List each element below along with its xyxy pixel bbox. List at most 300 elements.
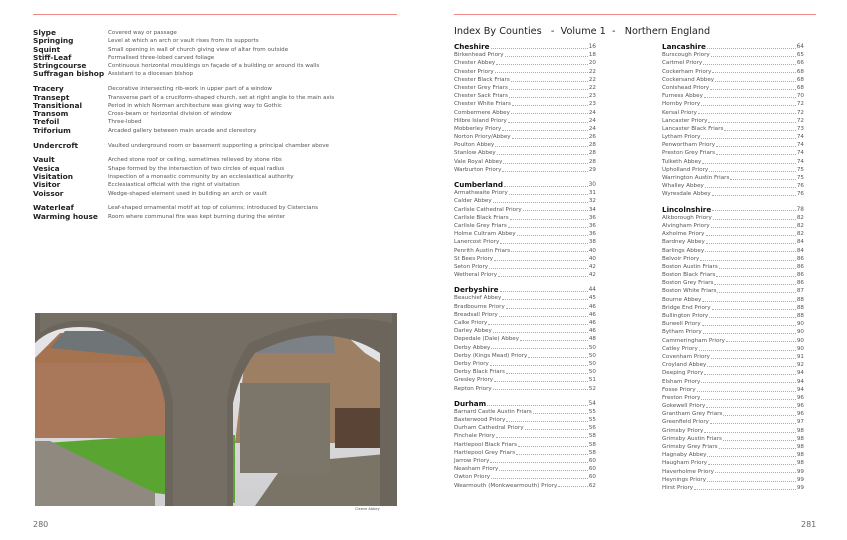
index-entry-name: Lytham Priory (662, 134, 701, 141)
index-entry (454, 238, 596, 246)
index-entry (662, 279, 804, 287)
county-section (454, 400, 596, 490)
index-entry-name: Tulketh Abbey (662, 158, 702, 165)
dot-leader (499, 311, 588, 317)
index-entry-name: Carlisle Black Friars (454, 214, 509, 221)
index-entry-name: Conishead Priory (662, 84, 710, 91)
index-entry-page: 60 (588, 474, 596, 481)
dot-leader (500, 238, 588, 244)
glossary-definition: Three-lobed (108, 119, 142, 126)
index-entry-page: 98 (796, 427, 804, 434)
index-entry (662, 76, 804, 84)
index-entry-name: Heynings Priory (662, 476, 707, 483)
glossary-group (33, 29, 408, 79)
index-entry (662, 386, 804, 394)
dot-leader (508, 117, 588, 123)
index-entry-page: 90 (796, 345, 804, 352)
index-entry-page: 74 (796, 134, 804, 141)
dot-leader (508, 222, 588, 228)
dot-leader (704, 92, 796, 98)
dot-leader (495, 141, 588, 147)
dot-leader (512, 133, 588, 139)
index-entry-name: Penwortham Priory (662, 142, 716, 149)
index-entry-page: 40 (588, 247, 596, 254)
index-entry-name: Jarrow Priory (454, 458, 490, 464)
glossary-term: Transom (33, 109, 69, 119)
index-column-right (662, 43, 804, 499)
index-entry-page: 74 (796, 142, 804, 149)
index-entry-page: 72 (796, 101, 804, 108)
index-entry-name: Birkenhead Priory (454, 52, 504, 59)
glossary-term: Squint (33, 44, 61, 54)
index-entry-name: Armathwaite Priory (454, 190, 508, 197)
index-entry-page: 60 (588, 466, 596, 473)
cloister-photo (35, 313, 397, 506)
glossary-term: Warming house (33, 211, 98, 221)
index-entry-name: Greenfield Priory (662, 419, 709, 426)
index-entry-name: Gresley Priory (454, 377, 494, 384)
index-entry-page: 65 (796, 52, 804, 59)
glossary-term: Waterleaf (33, 203, 74, 213)
index-entry-name: Hartlepool Black Friars (454, 441, 518, 448)
index-entry-page: 86 (796, 272, 804, 279)
glossary-term: Visitor (33, 180, 61, 190)
index-entry-name: Lancaster Black Friars (662, 125, 724, 132)
dot-leader (511, 247, 588, 253)
index-entry-page: 24 (588, 109, 596, 116)
index-entry (662, 149, 804, 157)
dot-leader (495, 68, 588, 74)
index-entry-page: 46 (588, 320, 596, 326)
index-entry (662, 451, 804, 459)
dot-leader (711, 222, 796, 228)
index-entry-name: Calder Abbey (454, 198, 492, 205)
index-entry-name: Combermere Abbey (454, 109, 510, 116)
dot-leader (701, 394, 795, 400)
dot-leader (703, 328, 796, 334)
glossary-definition: Assistant to a diocesan bishop (108, 71, 194, 78)
dot-leader (499, 465, 588, 471)
index-entry-page: 91 (796, 353, 804, 360)
glossary (33, 29, 408, 227)
glossary-definition: Ecclesiastical official with the right of visitation (108, 182, 240, 189)
index-entry-name: Cartmel Priory (662, 60, 703, 67)
index-entry (662, 263, 804, 271)
index-entry (454, 149, 596, 157)
index-entry (454, 117, 596, 125)
glossary-term: Stiff-Leaf (33, 52, 72, 62)
index-entry-name: Deeping Priory (662, 370, 704, 377)
index-entry-name: Bytham Priory (662, 329, 702, 336)
index-entry-page: 58 (588, 441, 596, 448)
dot-leader (704, 369, 796, 375)
index-entry (662, 296, 804, 304)
index-entry-name: Catley Priory (662, 345, 698, 352)
glossary-term: Transept (33, 92, 70, 102)
index-entry (454, 449, 596, 457)
county-heading-page: 54 (588, 400, 596, 407)
index-entry-name: Carlisle Grey Friars (454, 222, 507, 229)
index-entry-name: Haugham Priory (662, 460, 708, 467)
glossary-definition: Cross-beam or horizontal division of window (108, 111, 232, 118)
dot-leader (713, 214, 796, 220)
county-heading (662, 43, 804, 51)
dot-leader (719, 263, 796, 269)
county-section (454, 181, 596, 279)
index-entry-page: 90 (796, 321, 804, 328)
index-entry-name: Belvoir Priory (662, 255, 700, 262)
index-entry-name: Chester Abbey (454, 60, 496, 67)
index-entry-name: Boston Black Friars (662, 272, 716, 279)
index-entry-page: 96 (796, 411, 804, 418)
dot-leader (707, 451, 795, 457)
index-entry (454, 465, 596, 473)
index-entry-page: 66 (796, 60, 804, 67)
index-entry-page: 42 (588, 272, 596, 279)
index-title: Index By Counties - Volume 1 - Northern England (454, 26, 711, 37)
index-entry (662, 320, 804, 328)
dot-leader (716, 271, 796, 277)
index-entry (662, 190, 804, 198)
index-entry-page: 36 (588, 214, 596, 221)
glossary-definition: Formalised three-lobed carved foliage (108, 54, 215, 61)
dot-leader (504, 181, 588, 187)
glossary-term: Vault (33, 155, 55, 165)
index-entry-page: 46 (588, 303, 596, 310)
index-entry-name: Lanercost Priory (454, 239, 500, 246)
index-entry (662, 214, 804, 222)
index-entry-page: 55 (588, 408, 596, 415)
index-entry-page: 46 (588, 311, 596, 318)
index-entry-page: 62 (588, 482, 596, 489)
index-entry-name: Wearmouth (Monkwearmouth) Priory (454, 482, 558, 489)
glossary-entry (33, 29, 408, 37)
index-entry-name: Gokewell Priory (662, 403, 706, 410)
index-entry-page: 26 (588, 134, 596, 141)
index-entry-page: 28 (588, 142, 596, 149)
index-entry (454, 125, 596, 133)
index-entry-page: 99 (796, 468, 804, 475)
index-entry (662, 68, 804, 76)
index-entry (662, 109, 804, 117)
index-entry (662, 92, 804, 100)
index-entry-page: 28 (588, 150, 596, 157)
glossary-term: Visitation (33, 171, 73, 181)
index-entry-name: Derby Priory (454, 360, 489, 367)
dot-leader (706, 238, 796, 244)
dot-leader (511, 76, 588, 82)
index-entry (662, 459, 804, 467)
index-entry (662, 174, 804, 182)
glossary-definition: Transverse part of a cruciform-shaped church, set at right angle to the main axis (108, 94, 335, 101)
dot-leader (493, 197, 588, 203)
glossary-entry (33, 70, 408, 78)
index-entry-page: 55 (588, 417, 596, 424)
county-heading (662, 206, 804, 214)
index-entry (662, 166, 804, 174)
dot-leader (517, 230, 588, 236)
glossary-entry (33, 156, 408, 164)
index-entry (662, 484, 804, 492)
index-entry (662, 418, 804, 426)
glossary-entry (33, 110, 408, 118)
index-entry-name: Carlisle Cathedral Priory (454, 206, 522, 213)
dot-leader (509, 189, 588, 195)
index-entry-page: 86 (796, 255, 804, 262)
index-entry (662, 312, 804, 320)
index-entry (662, 476, 804, 484)
dot-leader (490, 360, 588, 366)
index-entry (454, 222, 596, 230)
county-section (454, 43, 596, 174)
dot-leader (518, 441, 588, 447)
index-entry-name: Vale Royal Abbey (454, 158, 503, 165)
index-entry (662, 125, 804, 133)
index-entry-page: 28 (588, 158, 596, 165)
index-entry (662, 443, 804, 451)
index-entry-page: 58 (588, 449, 596, 456)
index-entry (454, 247, 596, 255)
index-entry-name: Beauchief Abbey (454, 295, 502, 302)
index-entry-name: Durham Cathedral Priory (454, 425, 524, 432)
glossary-entry (33, 46, 408, 54)
glossary-definition: Small opening in wall of church giving view of altar from outside (108, 46, 289, 53)
glossary-group (33, 204, 408, 221)
index-entry-name: Warburton Priory (454, 166, 502, 173)
index-entry-name: Grantham Grey Friars (662, 411, 723, 418)
glossary-entry (33, 127, 408, 135)
index-entry-page: 72 (796, 117, 804, 124)
index-entry-name: Lancaster Priory (662, 117, 708, 124)
index-entry-page: 98 (796, 435, 804, 442)
county-heading-page: 30 (588, 182, 596, 188)
index-entry (662, 369, 804, 377)
dot-leader (730, 174, 796, 180)
index-entry-name: Elsham Priory (662, 378, 701, 385)
dot-leader (700, 255, 796, 261)
index-entry (454, 376, 596, 384)
glossary-entry (33, 102, 408, 110)
index-entry (454, 166, 596, 174)
index-entry (662, 182, 804, 190)
dot-leader (711, 51, 796, 57)
index-entry (454, 271, 596, 279)
glossary-term: Vesica (33, 163, 60, 173)
dot-leader (496, 432, 588, 438)
index-entry-name: Wyresdale Abbey (662, 191, 711, 198)
glossary-term: Springing (33, 36, 74, 46)
dot-leader (520, 335, 588, 341)
index-entry-name: Upholland Priory (662, 166, 709, 173)
dot-leader (706, 230, 796, 236)
index-entry (454, 109, 596, 117)
index-entry-page: 74 (796, 150, 804, 157)
index-entry-page: 24 (588, 125, 596, 132)
index-entry (454, 327, 596, 335)
index-entry-name: Fosse Priory (662, 386, 696, 393)
index-entry-page: 50 (588, 360, 596, 367)
index-entry-name: Neasham Priory (454, 466, 499, 473)
index-entry (454, 84, 596, 92)
index-entry-name: Hagnaby Abbey (662, 452, 707, 459)
dot-leader (505, 51, 588, 57)
index-entry-name: Baxterwood Priory (454, 417, 506, 424)
index-entry (454, 255, 596, 263)
glossary-entry (33, 190, 408, 198)
index-entry (662, 117, 804, 125)
dot-leader (500, 286, 588, 292)
dot-leader (716, 141, 796, 147)
index-entry-name: Derby (Kings Mead) Priory (454, 352, 528, 359)
index-entry-page: 88 (796, 296, 804, 303)
photo-caption: Cleeve Abbey (355, 507, 380, 511)
index-entry (454, 457, 596, 465)
index-entry-page: 92 (796, 362, 804, 369)
dot-leader (491, 473, 588, 479)
glossary-definition: Wedge-shaped element used in building an arch or vault (108, 190, 267, 197)
index-entry (454, 416, 596, 424)
index-entry-name: Bullington Priory (662, 313, 709, 319)
index-entry (662, 394, 804, 402)
index-entry (662, 51, 804, 59)
index-entry-page: 90 (796, 337, 804, 344)
dot-leader (489, 263, 588, 269)
glossary-definition: Covered way or passage (108, 30, 177, 36)
dot-leader (709, 166, 796, 172)
index-entry-page: 73 (796, 125, 804, 132)
glossary-entry (33, 142, 408, 150)
dot-leader (723, 435, 796, 441)
index-entry-page: 96 (796, 394, 804, 401)
dot-leader (503, 158, 587, 164)
glossary-definition: Period in which Norman architecture was giving way to Gothic (108, 102, 282, 109)
index-entry-name: Furness Abbey (662, 93, 703, 100)
index-entry-page: 42 (588, 263, 596, 270)
index-entry (662, 59, 804, 67)
index-entry-name: Bourne Abbey (662, 296, 702, 303)
dot-leader (705, 182, 796, 188)
index-entry-name: Repton Priory (454, 385, 492, 392)
county-section (454, 286, 596, 392)
county-heading-page: 44 (588, 287, 596, 294)
dot-leader (493, 385, 588, 391)
index-entry (454, 206, 596, 214)
dot-leader (698, 109, 796, 115)
dot-leader (715, 76, 796, 82)
index-entry-page: 82 (796, 214, 804, 221)
dot-leader (712, 190, 796, 196)
index-entry (662, 141, 804, 149)
dot-leader (708, 459, 796, 465)
index-entry-name: Alvingham Priory (662, 222, 710, 229)
dot-leader (707, 43, 796, 49)
index-entry-name: Bardney Abbey (662, 239, 705, 246)
index-entry-name: Bradbourne Priory (454, 303, 505, 310)
index-entry-name: Boston Austin Friars (662, 263, 718, 270)
index-entry-page: 29 (588, 166, 596, 173)
glossary-entry (33, 85, 408, 93)
index-entry-name: Bridge End Priory (662, 304, 711, 311)
index-entry-name: Kersal Priory (662, 109, 697, 116)
dot-leader (491, 344, 588, 350)
index-entry-name: Boston Grey Friars (662, 280, 714, 287)
dot-leader (726, 337, 796, 343)
dot-leader (706, 402, 796, 408)
index-entry (454, 51, 596, 59)
county-heading-page: 78 (796, 206, 804, 213)
dot-leader (511, 109, 588, 115)
index-entry-name: Croyland Abbey (662, 362, 707, 369)
index-entry-page: 72 (796, 109, 804, 116)
index-entry-page: 50 (588, 369, 596, 376)
glossary-term: Triforium (33, 125, 71, 135)
county-heading-page: 64 (796, 44, 804, 50)
index-entry-page: 36 (588, 222, 596, 229)
dot-leader (502, 125, 588, 131)
index-entry-name: Hartlepool Grey Friars (454, 449, 516, 456)
dot-leader (714, 279, 795, 285)
index-entry-name: St Bees Priory (454, 255, 494, 262)
index-entry (662, 255, 804, 263)
glossary-definition: Arcaded gallery between main arcade and clerestory (108, 127, 257, 134)
dot-leader (701, 378, 796, 384)
dot-leader (510, 214, 588, 220)
dot-leader (707, 361, 796, 367)
county-heading-name: Cumberland (454, 180, 504, 189)
glossary-term: Transitional (33, 100, 82, 110)
index-entry-page: 22 (588, 76, 596, 83)
index-entry (662, 435, 804, 443)
glossary-definition: Continuous horizontal mouldings on façade of a building or around its walls (108, 63, 320, 70)
index-entry-name: Derby Abbey (454, 344, 491, 351)
index-entry (454, 158, 596, 166)
glossary-term: Trefoil (33, 117, 60, 127)
county-heading-name: Lancashire (662, 42, 706, 51)
index-entry-page: 32 (588, 198, 596, 205)
dot-leader (558, 482, 588, 488)
index-entry (662, 238, 804, 246)
index-entry-name: Chester Black Friars (454, 76, 510, 83)
index-entry-name: Holme Cultram Abbey (454, 231, 516, 238)
index-entry (662, 378, 804, 386)
dot-leader (494, 255, 588, 261)
index-entry (454, 424, 596, 432)
dot-leader (523, 206, 588, 212)
index-entry (662, 353, 804, 361)
index-entry-name: Warrington Austin Friars (662, 175, 730, 181)
index-entry (662, 427, 804, 435)
index-entry-page: 48 (588, 336, 596, 343)
index-entry-name: Freston Priory (662, 394, 701, 401)
index-entry (454, 352, 596, 360)
index-entry-name: Stanlow Abbey (454, 150, 496, 157)
glossary-definition: Room where communal fire was kept burning during the winter (108, 213, 286, 220)
index-entry-name: Depedale (Dale) Abbey (454, 336, 520, 343)
index-entry-page: 74 (796, 158, 804, 165)
index-entry (454, 68, 596, 76)
index-entry-page: 82 (796, 222, 804, 229)
glossary-entry (33, 165, 408, 173)
dot-leader (699, 345, 796, 351)
index-entry-page: 99 (796, 484, 804, 491)
index-entry-page: 75 (796, 166, 804, 173)
index-entry-name: Grimsby Grey Friars (662, 444, 718, 450)
dot-leader (709, 312, 796, 318)
index-entry-page: 88 (796, 304, 804, 311)
dot-leader (528, 352, 588, 358)
index-entry-name: Penrith Austin Friars (454, 247, 511, 254)
index-entry (454, 214, 596, 222)
